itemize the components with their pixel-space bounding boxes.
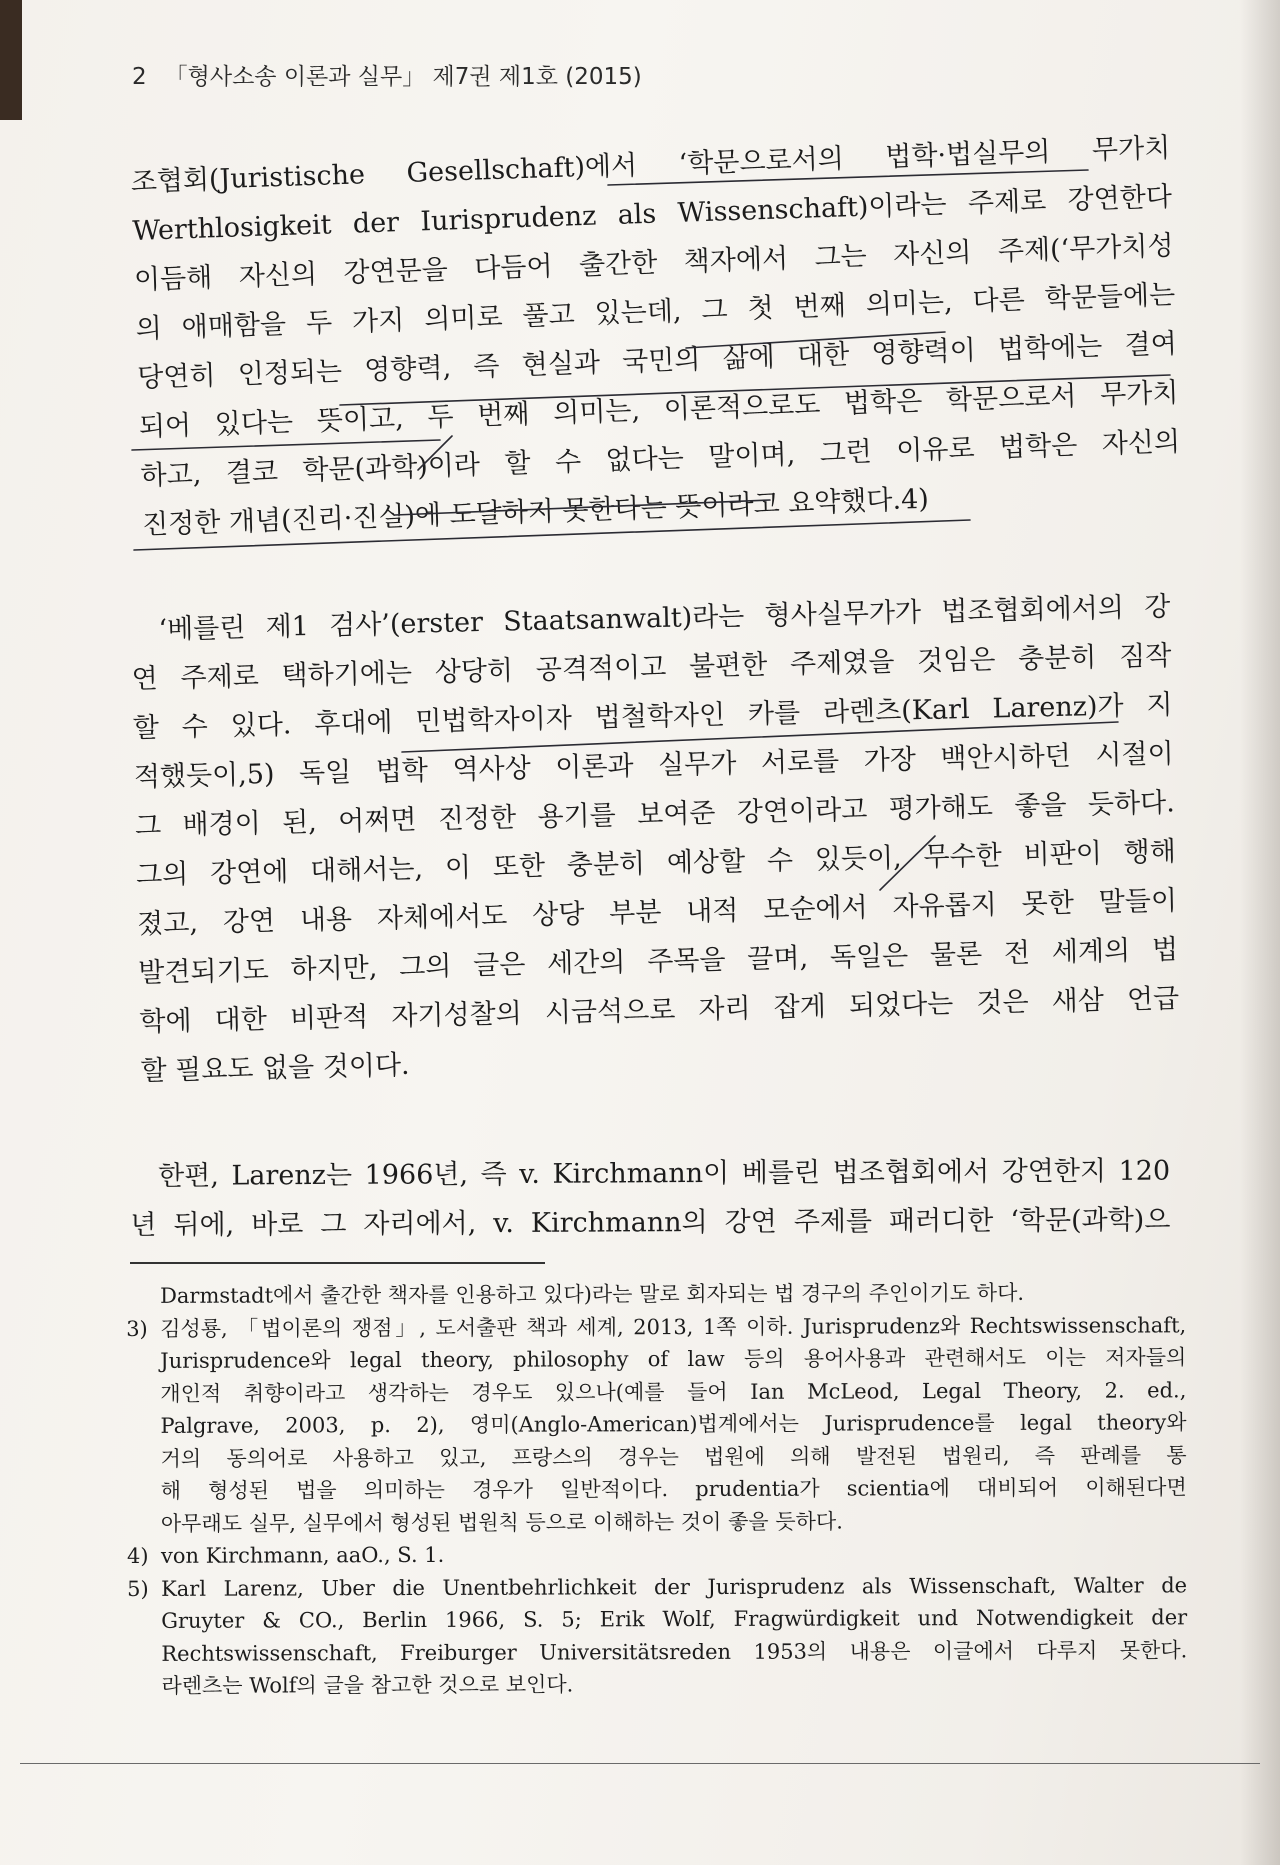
- paragraph-2: [130, 582, 1181, 1095]
- text-line: 적했듯이,5) 독일 법학 역사상 이론과 실무가 서로를 가장 백안시하던 시절이: [133, 738, 1174, 793]
- footnote-line: 김성룡, 「법이론의 쟁점」, 도서출판 책과 세계, 2013, 1쪽 이하. Jurisprudenz와 Rechtswissenschaft,: [160, 1312, 1187, 1341]
- text-line: 조협회(Juristische Gesellschaft)에서 ‘학문으로서의 법학·법실무의 무가치: [130, 132, 1171, 198]
- footnote-marker: 5): [127, 1576, 149, 1601]
- page-number: 2: [132, 64, 147, 90]
- text-line: 연 주제로 택하기에는 상당히 공격적이고 불편한 주제였을 것임은 충분히 짐작: [131, 640, 1172, 695]
- text-line: 당연히 인정되는 영향력, 즉 현실과 국민의 삶에 대한 영향력이 법학에는 결여: [136, 328, 1178, 394]
- running-header: [132, 58, 642, 91]
- footnote-line: Jurisprudence와 legal theory, philosophy of law 등의 용어사용과 관련해서도 이는 저자들의: [160, 1345, 1187, 1373]
- text-line: 발견되기도 하지만, 그의 글은 세간의 주목을 끌며, 독일은 물론 전 세계의 법: [137, 934, 1179, 989]
- paragraph-3: [130, 1147, 1170, 1250]
- footnote-line: 개인적 취향이라고 생각하는 경우도 있으나(예를 들어 Ian McLeod, Legal Theory, 2. ed.,: [160, 1377, 1187, 1406]
- text-line: 그의 강연에 대해서는, 이 또한 충분히 예상할 수 있듯이, 무수한 비판이 행해: [135, 836, 1177, 891]
- page-bottom-line: [20, 1763, 1260, 1764]
- footnote-5: [127, 1569, 1187, 1605]
- footnote-line: Rechtswissenschaft, Freiburger Universitätsreden 1953의 내용은 이글에서 다루지 못한다.: [161, 1637, 1188, 1666]
- footnote-line: 해 형성된 법을 의미하는 경우가 일반적이다. prudentia가 scientia에 대비되어 이해된다면: [160, 1475, 1187, 1503]
- text-line: 년 뒤에, 바로 그 자리에서, v. Kirchmann의 강연 주제를 패러디한 ‘학문(과학)으: [130, 1204, 1171, 1241]
- journal-title: 「형사소송 이론과 실무」 제7권 제1호 (2015): [164, 64, 642, 90]
- text-line: 이듬해 자신의 강연문을 다듬어 출간한 책자에서 그는 자신의 주제(‘무가치성: [133, 230, 1175, 296]
- text-line: Werthlosigkeit der Iurisprudenz als Wissenschaft)이라는 주제로 강연한다: [131, 181, 1173, 247]
- paragraph-1: [130, 124, 1182, 550]
- text-line: 한편, Larenz는 1966년, 즉 v. Kirchmann이 베를린 법조협회에서 강연한지 120: [158, 1155, 1171, 1192]
- text-line: 학에 대한 비판적 자기성찰의 시금석으로 자리 잡게 되었다는 것은 새삼 언급: [139, 983, 1180, 1038]
- footnote-line: 라렌츠는 Wolf의 글을 참고한 것으로 보인다.: [161, 1672, 574, 1698]
- footnote-marker: 4): [126, 1543, 149, 1568]
- footnote-line: 거의 동의어로 사용하고 있고, 프랑스의 경우는 법원에 의해 발전된 법원리, 즉 판례를 통: [160, 1442, 1187, 1471]
- footnote-line: 아무래도 실무, 실무에서 형성된 법원칙 등으로 이해하는 것이 좋을 듯하다.: [160, 1508, 843, 1536]
- footnote-marker: 3): [126, 1316, 148, 1341]
- text-line: 의 애매함을 두 가지 의미로 풀고 있는데, 그 첫 번째 의미는, 다른 학문들에는: [135, 279, 1176, 345]
- footnote-4: [127, 1536, 1187, 1572]
- page-shadow-left: [0, 0, 22, 120]
- footnote-line: Karl Larenz, Uber die Unentbehrlichkeit der Jurisprudenz als Wissenschaft, Walter de: [161, 1572, 1188, 1601]
- text-line: 졌고, 강연 내용 자체에서도 상당 부분 내적 모순에서 자유롭지 못한 말들이: [136, 885, 1178, 940]
- footnote-3: [126, 1309, 1186, 1345]
- text-line: 하고, 결코 학문(과학)이라 할 수 없다는 말이며, 그런 이유로 법학은 자신의: [140, 426, 1181, 492]
- footnote-separator: [130, 1262, 545, 1264]
- footnote-line: Gruyter & CO., Berlin 1966, S. 5; Erik Wolf, Fragwürdigkeit und Notwendigkeit der: [161, 1605, 1188, 1633]
- text-line: 할 필요도 없을 것이다.: [140, 1049, 410, 1087]
- main-text: [130, 132, 1181, 1250]
- text-line: 할 수 있다. 후대에 민법학자이자 법철학자인 카를 라렌츠(Karl Larenz)가 지: [132, 689, 1173, 744]
- footnotes: [126, 1276, 1187, 1702]
- text-line: 되어 있다는 뜻이고, 두 번째 의미는, 이론적으로도 법학은 학문으로서 무가치: [138, 377, 1179, 443]
- text-line: ‘베를린 제1 검사’(erster Staatsanwalt)라는 형사실무가가 법조협회에서의 강: [158, 591, 1171, 646]
- footnote-line: Palgrave, 2003, p. 2), 영미(Anglo-American)법계에서는 Jurisprudence를 legal theory와: [160, 1410, 1187, 1438]
- footnote-continuation: Darmstadt에서 출간한 책자를 인용하고 있다)라는 말로 회자되는 법 경구의 주인이기도 하다.: [160, 1280, 1025, 1308]
- text-line: 진정한 개념(진리·진실)에 도달하지 못한다는 뜻이라고 요약했다.4): [141, 483, 930, 541]
- text-line: 그 배경이 된, 어쩌면 진정한 용기를 보여준 강연이라고 평가해도 좋을 듯하다.: [134, 787, 1176, 842]
- page-shadow-right: [1240, 0, 1280, 1865]
- footnote-line: von Kirchmann, aaO., S. 1.: [160, 1542, 445, 1568]
